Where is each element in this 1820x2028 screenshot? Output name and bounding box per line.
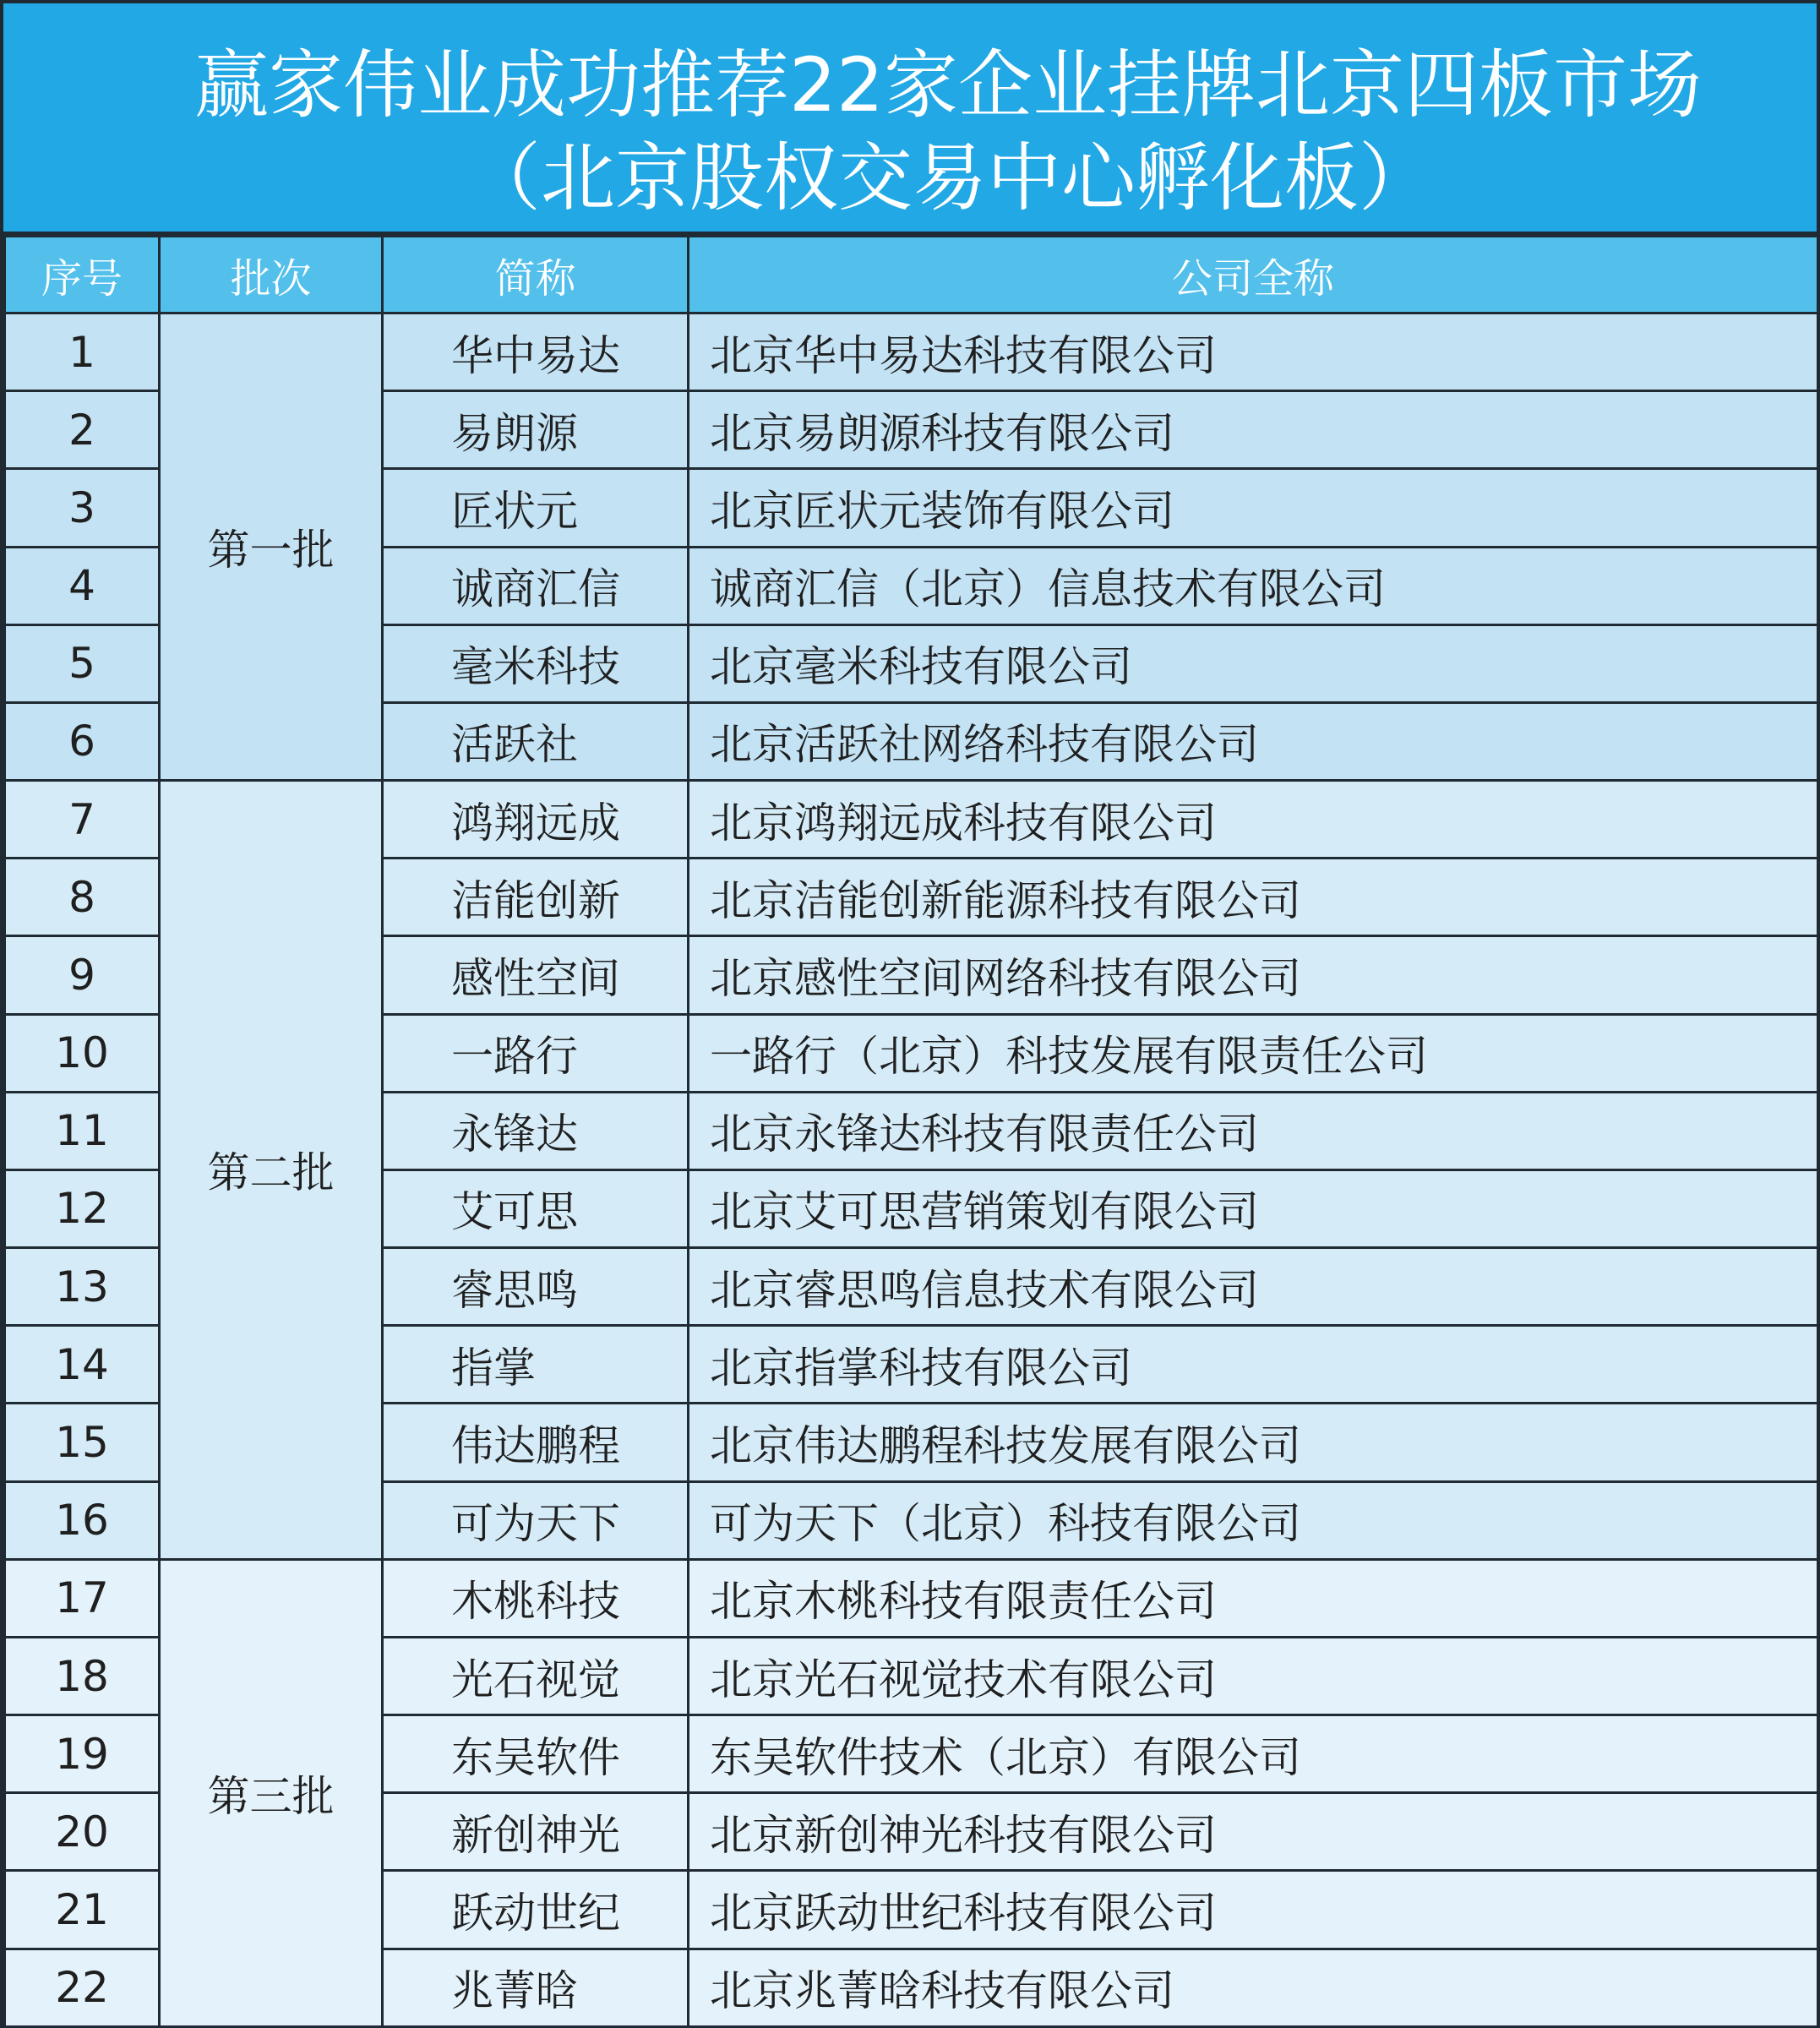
row-index: 3 <box>5 469 160 547</box>
company-short-name: 木桃科技 <box>383 1559 689 1637</box>
company-table <box>3 235 1819 2028</box>
row-index: 13 <box>5 1248 160 1326</box>
company-full-name: 北京艾可思营销策划有限公司 <box>689 1169 1818 1247</box>
header-index: 序号 <box>5 237 160 313</box>
table-row <box>5 1559 1818 1637</box>
row-index: 8 <box>5 859 160 936</box>
page-subtitle: （北京股权交易中心孵化板） <box>466 134 1434 221</box>
table-row <box>5 781 1818 859</box>
row-index: 2 <box>5 391 160 469</box>
row-index: 4 <box>5 547 160 624</box>
company-full-name: 北京光石视觉技术有限公司 <box>689 1637 1818 1715</box>
company-short-name: 毫米科技 <box>383 624 689 702</box>
company-short-name: 东吴软件 <box>383 1715 689 1793</box>
row-index: 7 <box>5 781 160 859</box>
company-short-name: 可为天下 <box>383 1481 689 1559</box>
company-full-name: 一路行（北京）科技发展有限责任公司 <box>689 1014 1818 1092</box>
company-short-name: 新创神光 <box>383 1793 689 1871</box>
table-header-row <box>5 237 1818 313</box>
company-full-name: 北京伟达鹏程科技发展有限公司 <box>689 1404 1818 1481</box>
row-index: 9 <box>5 936 160 1014</box>
company-full-name: 北京兆菁晗科技有限公司 <box>689 1949 1818 2026</box>
company-full-name: 北京指掌科技有限公司 <box>689 1326 1818 1404</box>
company-short-name: 伟达鹏程 <box>383 1404 689 1481</box>
row-index: 14 <box>5 1326 160 1404</box>
company-short-name: 洁能创新 <box>383 859 689 936</box>
row-index: 21 <box>5 1871 160 1949</box>
company-full-name: 北京华中易达科技有限公司 <box>689 313 1818 391</box>
company-full-name: 北京易朗源科技有限公司 <box>689 391 1818 469</box>
company-short-name: 永锋达 <box>383 1092 689 1169</box>
company-full-name: 北京木桃科技有限责任公司 <box>689 1559 1818 1637</box>
title-banner <box>3 3 1817 235</box>
company-short-name: 睿思鸣 <box>383 1248 689 1326</box>
company-short-name: 指掌 <box>383 1326 689 1404</box>
row-index: 17 <box>5 1559 160 1637</box>
page-title: 赢家伟业成功推荐22家企业挂牌北京四板市场 <box>194 41 1702 128</box>
row-index: 15 <box>5 1404 160 1481</box>
row-index: 18 <box>5 1637 160 1715</box>
company-short-name: 鸿翔远成 <box>383 781 689 859</box>
row-index: 5 <box>5 624 160 702</box>
company-short-name: 诚商汇信 <box>383 547 689 624</box>
batch-label: 第一批 <box>160 313 383 781</box>
batch-label: 第二批 <box>160 781 383 1560</box>
table-body <box>5 313 1818 2027</box>
company-full-name: 北京匠状元装饰有限公司 <box>689 469 1818 547</box>
company-full-name: 北京洁能创新能源科技有限公司 <box>689 859 1818 936</box>
company-short-name: 跃动世纪 <box>383 1871 689 1949</box>
company-short-name: 艾可思 <box>383 1169 689 1247</box>
company-full-name: 诚商汇信（北京）信息技术有限公司 <box>689 547 1818 624</box>
company-full-name: 北京感性空间网络科技有限公司 <box>689 936 1818 1014</box>
row-index: 19 <box>5 1715 160 1793</box>
batch-label: 第三批 <box>160 1559 383 2026</box>
company-short-name: 匠状元 <box>383 469 689 547</box>
company-short-name: 活跃社 <box>383 702 689 780</box>
company-full-name: 可为天下（北京）科技有限公司 <box>689 1481 1818 1559</box>
row-index: 20 <box>5 1793 160 1871</box>
header-short-name: 简称 <box>383 237 689 313</box>
row-index: 6 <box>5 702 160 780</box>
company-short-name: 易朗源 <box>383 391 689 469</box>
row-index: 12 <box>5 1169 160 1247</box>
header-full-name: 公司全称 <box>689 237 1818 313</box>
company-full-name: 东吴软件技术（北京）有限公司 <box>689 1715 1818 1793</box>
company-short-name: 华中易达 <box>383 313 689 391</box>
row-index: 16 <box>5 1481 160 1559</box>
row-index: 11 <box>5 1092 160 1169</box>
company-full-name: 北京毫米科技有限公司 <box>689 624 1818 702</box>
company-short-name: 兆菁晗 <box>383 1949 689 2026</box>
company-short-name: 光石视觉 <box>383 1637 689 1715</box>
company-full-name: 北京永锋达科技有限责任公司 <box>689 1092 1818 1169</box>
company-short-name: 感性空间 <box>383 936 689 1014</box>
row-index: 22 <box>5 1949 160 2026</box>
company-full-name: 北京跃动世纪科技有限公司 <box>689 1871 1818 1949</box>
company-short-name: 一路行 <box>383 1014 689 1092</box>
company-full-name: 北京睿思鸣信息技术有限公司 <box>689 1248 1818 1326</box>
company-full-name: 北京活跃社网络科技有限公司 <box>689 702 1818 780</box>
header-batch: 批次 <box>160 237 383 313</box>
row-index: 1 <box>5 313 160 391</box>
table-row <box>5 313 1818 391</box>
company-full-name: 北京鸿翔远成科技有限公司 <box>689 781 1818 859</box>
row-index: 10 <box>5 1014 160 1092</box>
company-full-name: 北京新创神光科技有限公司 <box>689 1793 1818 1871</box>
